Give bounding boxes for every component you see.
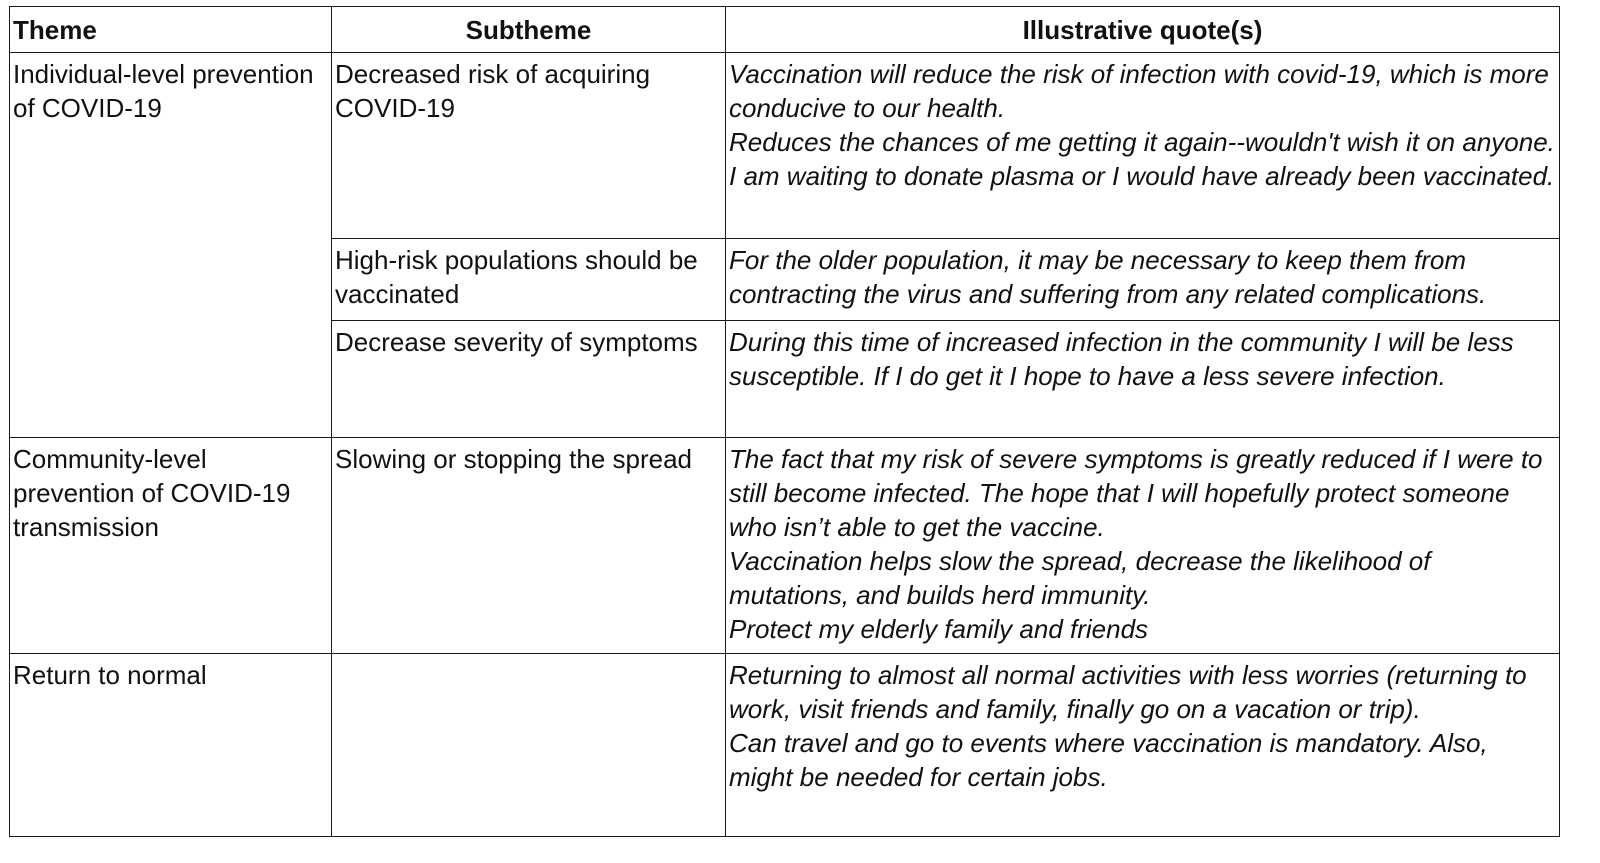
theme-cell: Individual-level prevention of COVID-19 <box>10 53 332 438</box>
table-row <box>10 438 1560 654</box>
quote-cell <box>726 654 1560 837</box>
header-row <box>10 7 1560 53</box>
subtheme-cell <box>332 654 726 837</box>
quote-text: The fact that my risk of severe symptoms is greatly reduced if I were to still become infected. The hope that I will hopefully protect someone who isn’t able to get the vaccine. <box>729 444 1543 542</box>
quote-text: For the older population, it may be necessary to keep them from contracting the virus and suffering from any related complications. <box>729 245 1487 309</box>
theme-cell: Community-level prevention of COVID-19 transmission <box>10 438 332 654</box>
column-header-theme: Theme <box>10 7 332 53</box>
quote-text: Vaccination will reduce the risk of infection with covid-19, which is more conducive to our health. <box>729 59 1549 123</box>
theme-cell: Return to normal <box>10 654 332 837</box>
quote-cell <box>726 438 1560 654</box>
quote-text: Vaccination helps slow the spread, decrease the likelihood of mutations, and builds herd immunity. <box>729 546 1431 610</box>
quote-cell <box>726 321 1560 438</box>
subtheme-cell: Decrease severity of symptoms <box>332 321 726 438</box>
column-header-quotes: Illustrative quote(s) <box>726 7 1560 53</box>
subtheme-cell: Slowing or stopping the spread <box>332 438 726 654</box>
quote-text: Can travel and go to events where vaccination is mandatory. Also, might be needed for certain jobs. <box>729 728 1488 792</box>
column-header-subtheme: Subtheme <box>332 7 726 53</box>
table-row <box>10 53 1560 239</box>
subtheme-cell: Decreased risk of acquiring COVID-19 <box>332 53 726 239</box>
quote-text: Protect my elderly family and friends <box>729 614 1149 644</box>
quote-cell <box>726 53 1560 239</box>
quote-cell <box>726 239 1560 321</box>
table-row <box>10 654 1560 837</box>
themes-table <box>9 6 1560 837</box>
quote-text: Returning to almost all normal activities with less worries (returning to work, visit friends and family, finally go on a vacation or trip). <box>729 660 1527 724</box>
quote-text: Reduces the chances of me getting it again--wouldn't wish it on anyone. I am waiting to donate plasma or I would have already been vaccinated. <box>729 127 1555 191</box>
subtheme-cell: High-risk populations should be vaccinated <box>332 239 726 321</box>
quote-text: During this time of increased infection in the community I will be less susceptible. If I do get it I hope to have a less severe infection. <box>729 327 1514 391</box>
